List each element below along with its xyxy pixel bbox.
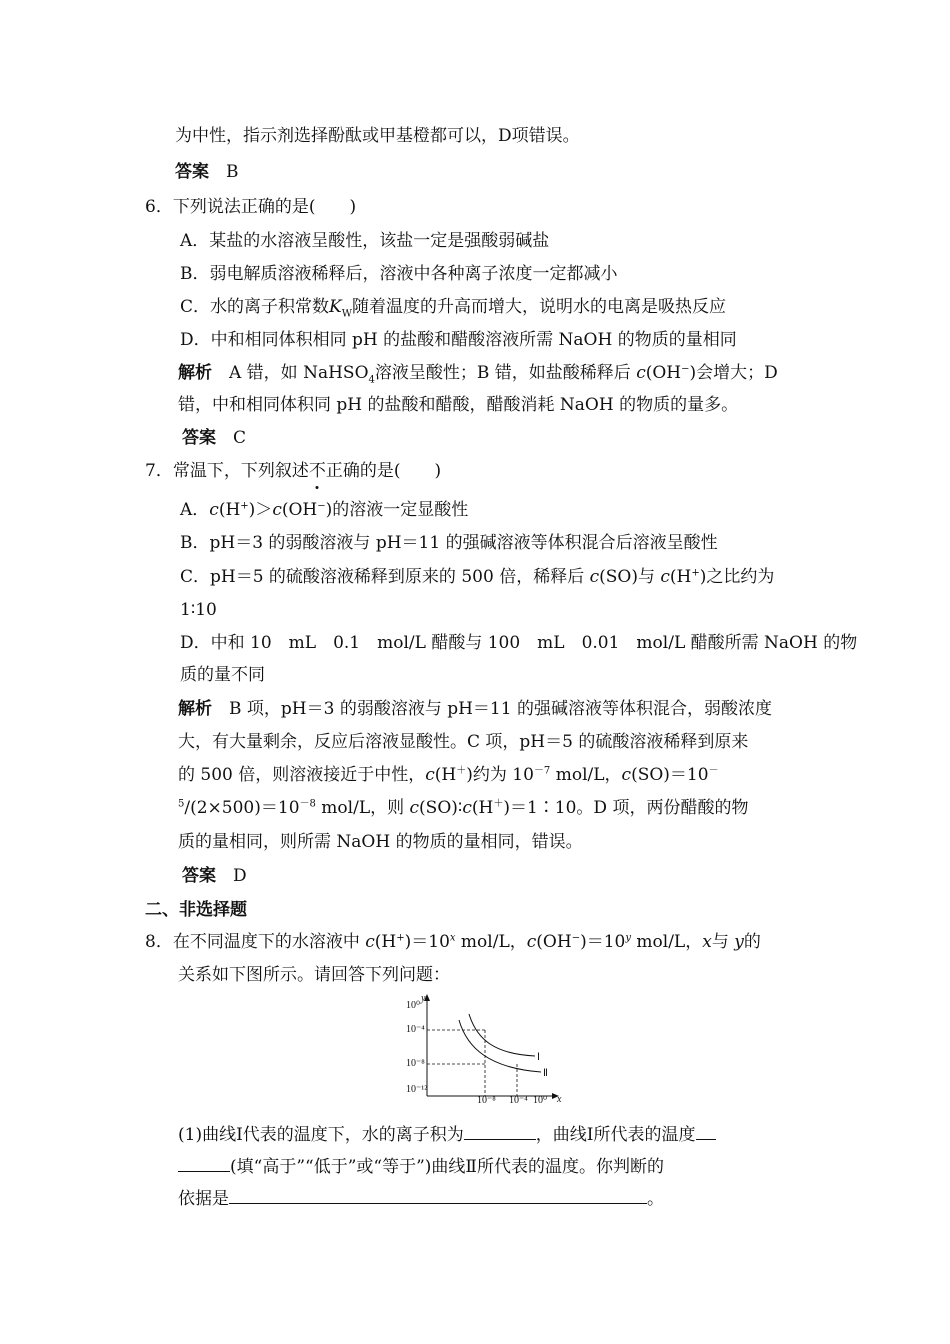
series-line-II bbox=[459, 1020, 541, 1072]
text: y bbox=[625, 932, 631, 944]
text: A 错，如 NaHSO bbox=[212, 363, 369, 383]
text: x bbox=[449, 932, 456, 944]
text: c bbox=[660, 567, 670, 587]
text: 的 500 倍，则溶液接近于中性， bbox=[178, 765, 426, 785]
text: 4 bbox=[368, 374, 375, 386]
text: y bbox=[734, 932, 744, 952]
y-tick-label: 10⁻⁴ bbox=[406, 1024, 425, 1035]
text: C．pH＝5 的硫酸溶液稀释到原来的 500 倍，稀释后 bbox=[180, 567, 590, 587]
text: c bbox=[425, 765, 435, 785]
text: (SO)∶ bbox=[419, 798, 463, 818]
x-tick-label: 10⁰ bbox=[533, 1095, 548, 1104]
text: (SO)与 bbox=[599, 567, 661, 587]
text: B 项，pH＝3 的弱酸溶液与 pH＝11 的强碱溶液等体积混合，弱酸浓度 bbox=[212, 699, 772, 719]
x-tick-label: 10⁻⁸ bbox=[477, 1095, 496, 1104]
x-axis-label: x bbox=[557, 1094, 562, 1104]
text: c bbox=[209, 500, 219, 520]
q7-option-d-cont: 质的量不同 bbox=[180, 665, 265, 685]
q7-analysis-2: 大，有大量剩余，反应后溶液显酸性。C 项，pH＝5 的硫酸溶液稀释到原来 bbox=[178, 732, 749, 752]
text: c bbox=[462, 798, 472, 818]
text: (OH bbox=[281, 500, 318, 520]
blank-temperature-compare-start[interactable] bbox=[696, 1121, 716, 1140]
text: /(2×500)＝10 bbox=[184, 798, 300, 818]
question-8-line-2: 关系如下图所示。请回答下列问题： bbox=[178, 965, 450, 985]
y-tick-label: 10⁻¹² bbox=[406, 1084, 428, 1095]
text: ＋ bbox=[456, 765, 467, 777]
text: mol/L，则 bbox=[315, 798, 410, 818]
question-8-line-1 bbox=[145, 930, 761, 954]
q6-analysis-1 bbox=[178, 361, 778, 385]
text: )＝1∶10。D 项，两份醋酸的物 bbox=[503, 798, 749, 818]
q7-analysis-4 bbox=[178, 796, 748, 820]
q8-part-1-line-3 bbox=[178, 1185, 664, 1211]
q7-analysis-5: 质的量相同，则所需 NaOH 的物质的量相同，错误。 bbox=[178, 832, 583, 852]
series-line-I bbox=[469, 1014, 535, 1056]
line-continuation: 为中性，指示剂选择酚酞或甲基橙都可以，D项错误。 bbox=[175, 126, 580, 146]
text: (H bbox=[471, 798, 494, 818]
answer-label: 答案 bbox=[182, 428, 216, 448]
text: 7．常温下，下列叙述 bbox=[145, 461, 309, 481]
text: c bbox=[365, 932, 375, 952]
answer-7 bbox=[182, 864, 247, 888]
text: c bbox=[621, 765, 632, 785]
text: )＝10 bbox=[404, 932, 450, 952]
ph-curve-chart bbox=[405, 992, 565, 1104]
text: mol/L， bbox=[631, 932, 703, 952]
blank-reason[interactable] bbox=[229, 1185, 647, 1204]
text: )之比约为 bbox=[699, 567, 775, 587]
text: (SO)＝10 bbox=[631, 765, 709, 785]
question-7-stem bbox=[145, 459, 441, 483]
text: c bbox=[526, 932, 537, 952]
text: mol/L， bbox=[455, 932, 527, 952]
text: C．水的离子积常数 bbox=[180, 297, 330, 317]
text: − bbox=[681, 363, 690, 375]
text: − bbox=[317, 500, 326, 512]
section-heading: 二、非选择题 bbox=[145, 900, 247, 920]
analysis-label: 解析 bbox=[178, 363, 212, 383]
text: K bbox=[329, 297, 342, 317]
answer-label: 答案 bbox=[175, 162, 209, 182]
q8-part-1-line-1 bbox=[178, 1121, 716, 1147]
text: + bbox=[396, 932, 405, 944]
text: (OH bbox=[645, 363, 682, 383]
text: − bbox=[571, 932, 581, 944]
text: )＞ bbox=[248, 500, 273, 520]
text: 的 bbox=[743, 932, 761, 952]
q7-option-c bbox=[180, 565, 774, 589]
text: －7 bbox=[533, 765, 551, 777]
y-tick-labels bbox=[406, 1000, 427, 1095]
answer-value: C bbox=[233, 428, 247, 448]
text: (填“高于”“低于”或“等于”)曲线Ⅱ所代表的温度。你判断的 bbox=[230, 1157, 664, 1177]
text: (H bbox=[218, 500, 241, 520]
q7-option-a bbox=[180, 498, 468, 522]
text: )的溶液一定显酸性 bbox=[325, 500, 469, 520]
text: )＝10 bbox=[580, 932, 626, 952]
text: 。 bbox=[647, 1189, 664, 1209]
text: c bbox=[272, 500, 282, 520]
text: x bbox=[702, 932, 712, 952]
text: (H bbox=[434, 765, 457, 785]
text: 5 bbox=[178, 798, 185, 810]
series-label-I: Ⅰ bbox=[537, 1052, 540, 1063]
question-6-stem: 6．下列说法正确的是( ) bbox=[145, 197, 357, 217]
text: (H bbox=[374, 932, 397, 952]
text: W bbox=[341, 308, 352, 320]
series-label-II: Ⅱ bbox=[543, 1068, 548, 1079]
text: 依据是 bbox=[178, 1189, 229, 1209]
text: )会增大；D bbox=[689, 363, 778, 383]
answer-5 bbox=[175, 160, 239, 184]
y-tick-label: 10⁰ bbox=[406, 1000, 421, 1011]
y-tick-label: 10⁻⁸ bbox=[406, 1058, 425, 1069]
q8-part-1-line-2 bbox=[178, 1153, 664, 1179]
emphasis-dot-text: 不 bbox=[308, 461, 326, 481]
blank-ion-product[interactable] bbox=[464, 1121, 536, 1140]
text: mol/L， bbox=[550, 765, 622, 785]
text: (OH bbox=[536, 932, 572, 952]
text: + bbox=[691, 567, 700, 579]
text: (1)曲线Ⅰ代表的温度下，水的离子积为 bbox=[178, 1125, 464, 1145]
text: A． bbox=[180, 500, 210, 520]
text: －8 bbox=[299, 798, 316, 810]
text: ＋ bbox=[493, 798, 504, 810]
text: c bbox=[589, 567, 600, 587]
answer-value: D bbox=[233, 866, 247, 886]
q7-analysis-1 bbox=[178, 697, 772, 721]
q7-analysis-3 bbox=[178, 763, 719, 787]
text: 8．在不同温度下的水溶液中 bbox=[145, 932, 366, 952]
x-tick-label: 10⁻⁴ bbox=[509, 1095, 528, 1104]
analysis-label: 解析 bbox=[178, 699, 212, 719]
q7-option-c-cont: 1∶10 bbox=[180, 600, 217, 620]
q6-option-b: B．弱电解质溶液稀释后，溶液中各种离子浓度一定都减小 bbox=[180, 264, 618, 284]
blank-temperature-compare[interactable] bbox=[178, 1153, 230, 1172]
q6-option-a: A．某盐的水溶液呈酸性，该盐一定是强酸弱碱盐 bbox=[180, 231, 550, 251]
text: c bbox=[636, 363, 646, 383]
text: )约为 10 bbox=[466, 765, 534, 785]
answer-value: B bbox=[226, 162, 239, 182]
text: － bbox=[708, 765, 719, 777]
x-tick-labels bbox=[477, 1095, 547, 1104]
q6-option-d: D．中和相同体积相同 pH 的盐酸和醋酸溶液所需 NaOH 的物质的量相同 bbox=[180, 330, 737, 350]
q6-analysis-2: 错，中和相同体积同 pH 的盐酸和醋酸，醋酸消耗 NaOH 的物质的量多。 bbox=[178, 395, 739, 415]
text: 随着温度的升高而增大，说明水的电离是吸热反应 bbox=[352, 297, 726, 317]
text: 溶液呈酸性；B 错，如盐酸稀释后 bbox=[374, 363, 637, 383]
text: 正确的是( ) bbox=[325, 461, 442, 481]
text: + bbox=[240, 500, 249, 512]
answer-6 bbox=[182, 426, 246, 450]
text: ，曲线Ⅰ所代表的温度 bbox=[535, 1125, 696, 1145]
text: c bbox=[409, 798, 420, 818]
answer-label: 答案 bbox=[182, 866, 216, 886]
text: (H bbox=[669, 567, 692, 587]
y-axis-label: y bbox=[421, 993, 426, 1004]
q7-option-d: D．中和 10 mL 0.1 mol/L 醋酸与 100 mL 0.01 mol/L 醋酸所需 NaOH 的物 bbox=[180, 633, 858, 653]
q6-option-c bbox=[180, 295, 726, 319]
q7-option-b: B．pH＝3 的弱酸溶液与 pH＝11 的强碱溶液等体积混合后溶液呈酸性 bbox=[180, 533, 718, 553]
text: 与 bbox=[711, 932, 735, 952]
